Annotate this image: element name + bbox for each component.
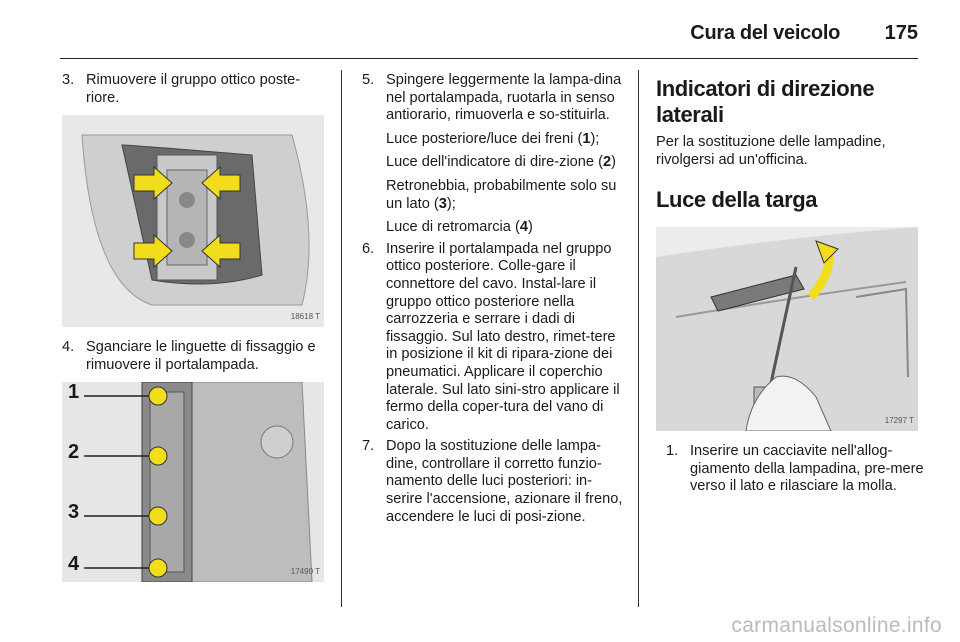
step-text: Sganciare le linguette di fissaggio e rimuovere il portalampada. [86,339,316,373]
figure-code: 17297 T [884,415,914,425]
step-number: 1. [666,443,679,460]
heading-license-plate-light: Luce della targa [656,187,818,213]
column-2 [362,72,624,526]
callout-label-3: 3 [68,501,80,524]
step-number: 7. [362,438,375,455]
step-text: Spingere leggermente la lampa-dina nel portalampada, ruotarla in senso antiorario, rimuoverla e so-stituirla. [386,72,622,124]
figure-code: 18618 T [290,311,320,321]
step-number: 3. [62,72,75,88]
step-4 [62,339,324,374]
callout-label-4: 4 [68,553,80,576]
section-title: Cura del veicolo [690,22,840,44]
callout-label-1: 1 [68,382,80,404]
step-text: Inserire il portalampada nel gruppo ottico posteriore. Colle-gare il connettore del cavo. Instal-lare il gruppo ottico posteriore nella carrozzeria e serrare i dadi di fissaggio. Sul lato destro, rimet-tere in posizione il kit di ripara-zione dei pneumatici. Applicare il coperchio laterale. Sul lato sini-stro applicare il fermo della coper-tura del vano di carico. [386,240,620,433]
heading-side-indicators: Indicatori di direzione laterali [656,76,875,127]
page-number: 175 [884,22,918,44]
figure-lamp-holder [62,382,324,582]
step-number: 6. [362,240,375,257]
figure-taillight-assembly [62,115,324,327]
column-divider-1 [341,70,342,607]
page-header [60,18,918,59]
plate-light-illustration [656,227,918,431]
step-1 [666,443,926,496]
bulb-item-4: Luce di retromarcia (4) [386,219,533,236]
paragraph-side-indicators: Per la sostituzione delle lampadine, rivolgersi ad un'officina. [656,134,886,168]
column-divider-2 [638,70,639,607]
step-3 [62,72,324,107]
step-number: 5. [362,72,375,88]
step-text: Rimuovere il gruppo ottico poste-riore. [86,72,301,106]
taillight-illustration [62,115,324,327]
bulb-item-3: Retronebbia, probabilmente solo su un lato (3); [386,177,617,212]
step-6 [362,241,624,435]
bulb-item-2: Luce dell'indicatore di dire-zione (2) [386,154,616,171]
callout-label-2: 2 [68,441,80,464]
step-text: Inserire un cacciavite nell'allog-giamento della lampadina, pre-mere verso il lato e rilasciare la molla. [690,443,924,495]
figure-plate-light [656,227,918,431]
column-1 [62,72,324,582]
column-3 [656,72,924,496]
step-number: 4. [62,339,75,356]
step-5 [362,72,624,125]
step-7 [362,438,624,526]
step-text: Dopo la sostituzione delle lampa-dine, controllare il corretto funzio-namento delle luci posteriori: in-serire l'accensione, azionare il freno, accendere le luci di posi-zione. [386,438,623,525]
lamp-holder-illustration [62,382,324,582]
watermark: carmanualsonline.info [731,614,942,637]
bulb-item-1: Luce posteriore/luce dei freni (1); [386,130,600,147]
figure-code: 17490 T [290,566,320,576]
